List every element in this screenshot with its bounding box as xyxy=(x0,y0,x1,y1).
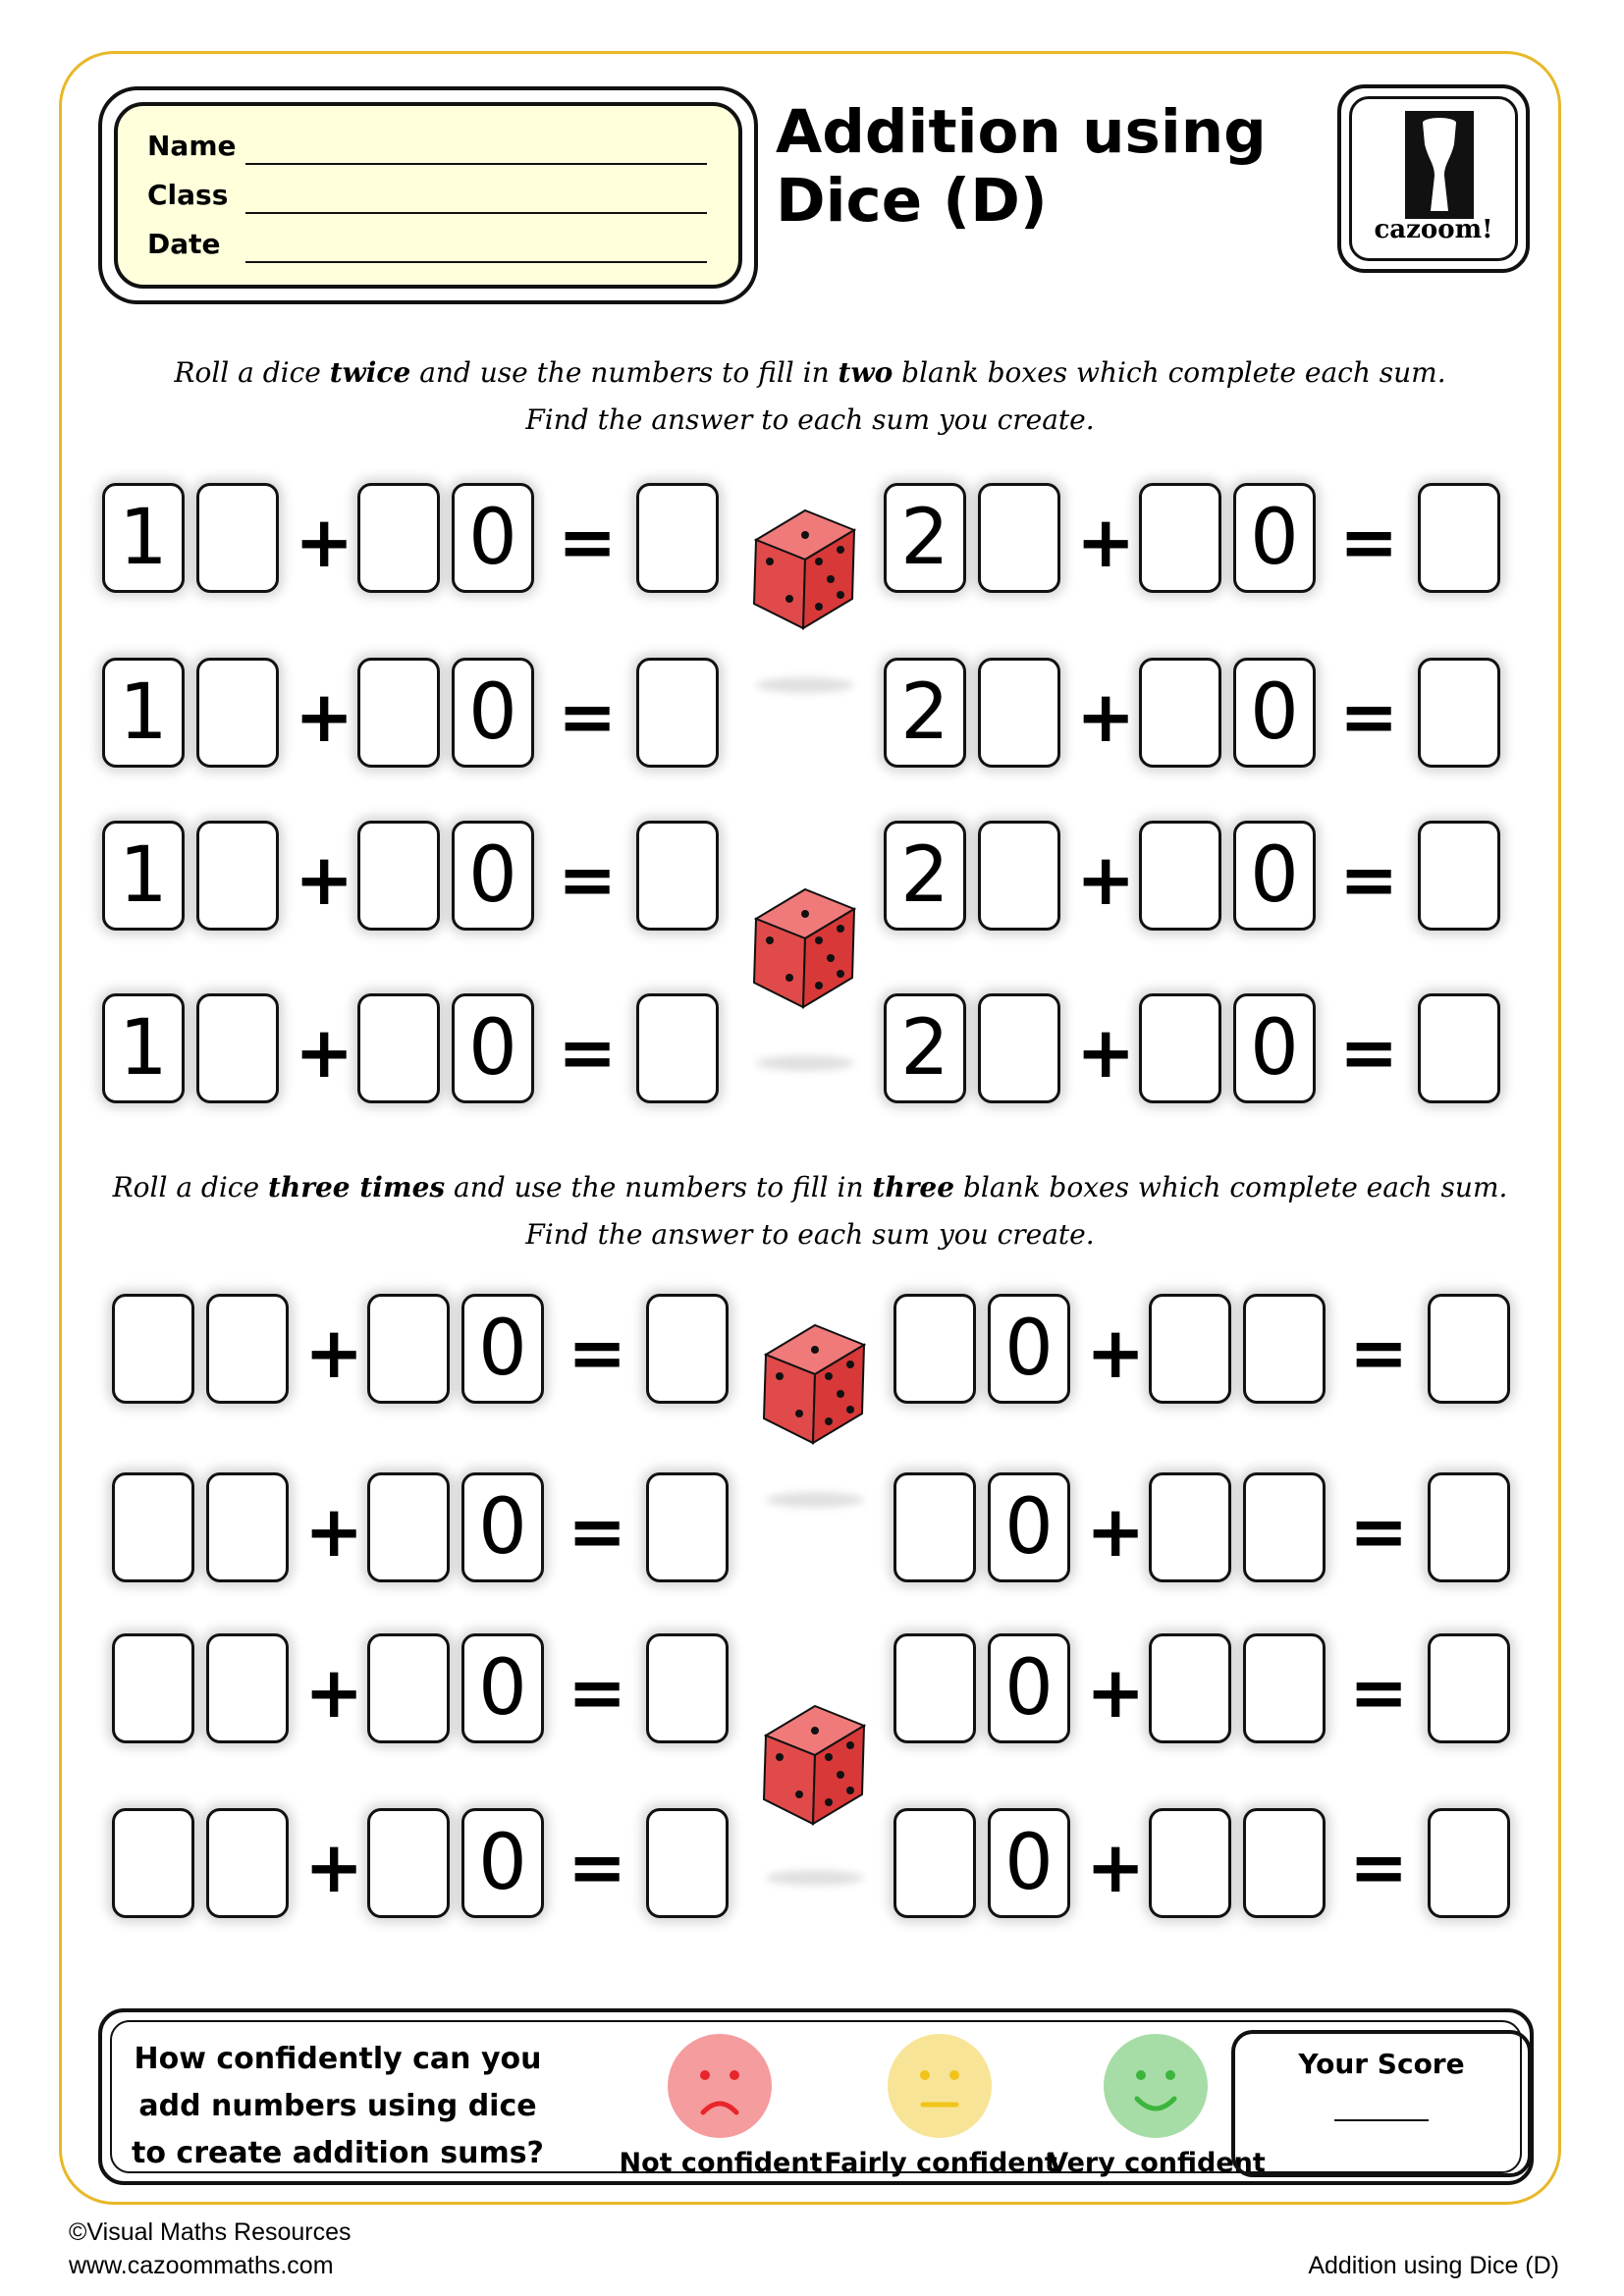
blank-answer-box[interactable] xyxy=(1139,821,1221,931)
blank-answer-box[interactable] xyxy=(367,1294,450,1404)
plus-sign: + xyxy=(304,1311,364,1394)
plus-sign: + xyxy=(304,1651,364,1734)
date-label: Date xyxy=(147,228,221,260)
blank-answer-box[interactable] xyxy=(646,1472,729,1582)
digit-box: 0 xyxy=(1233,658,1316,768)
blank-answer-box[interactable] xyxy=(196,483,279,593)
blank-answer-box[interactable] xyxy=(1149,1294,1231,1404)
blank-answer-box[interactable] xyxy=(1418,483,1500,593)
plus-sign: + xyxy=(1076,675,1136,758)
blank-answer-box[interactable] xyxy=(1428,1808,1510,1918)
dice-shadow xyxy=(766,1870,864,1886)
date-row xyxy=(147,228,245,260)
plus-sign: + xyxy=(1086,1490,1146,1573)
sad-face-icon[interactable] xyxy=(666,2032,774,2140)
digit-box: 0 xyxy=(461,1472,544,1582)
digit-box: 0 xyxy=(452,993,534,1103)
digit-box: 0 xyxy=(461,1294,544,1404)
blank-answer-box[interactable] xyxy=(636,993,719,1103)
equals-sign: = xyxy=(1349,1311,1409,1394)
blank-answer-box[interactable] xyxy=(1418,658,1500,768)
blank-answer-box[interactable] xyxy=(893,1808,976,1918)
blank-answer-box[interactable] xyxy=(1149,1472,1231,1582)
blank-answer-box[interactable] xyxy=(112,1633,194,1743)
digit-box: 0 xyxy=(988,1633,1070,1743)
blank-answer-box[interactable] xyxy=(1243,1633,1326,1743)
blank-answer-box[interactable] xyxy=(1139,658,1221,768)
blank-answer-box[interactable] xyxy=(112,1808,194,1918)
blank-answer-box[interactable] xyxy=(646,1633,729,1743)
plus-sign: + xyxy=(1086,1826,1146,1908)
dice-icon xyxy=(756,1315,874,1453)
blank-answer-box[interactable] xyxy=(1149,1808,1231,1918)
blank-answer-box[interactable] xyxy=(893,1633,976,1743)
blank-answer-box[interactable] xyxy=(367,1808,450,1918)
blank-answer-box[interactable] xyxy=(636,821,719,931)
digit-box: 0 xyxy=(452,658,534,768)
class-field[interactable] xyxy=(245,212,707,214)
equals-sign: = xyxy=(558,501,618,583)
blank-answer-box[interactable] xyxy=(357,658,440,768)
score-field[interactable] xyxy=(1334,2119,1429,2121)
digit-box: 0 xyxy=(1233,483,1316,593)
blank-answer-box[interactable] xyxy=(978,483,1060,593)
plus-sign: + xyxy=(1086,1651,1146,1734)
neutral-face-icon[interactable] xyxy=(886,2032,994,2140)
blank-answer-box[interactable] xyxy=(978,993,1060,1103)
blank-answer-box[interactable] xyxy=(1243,1808,1326,1918)
digit-box: 1 xyxy=(102,483,185,593)
blank-answer-box[interactable] xyxy=(367,1633,450,1743)
plus-sign: + xyxy=(295,501,354,583)
dice-icon xyxy=(756,1696,874,1834)
blank-answer-box[interactable] xyxy=(367,1472,450,1582)
equals-sign: = xyxy=(568,1490,627,1573)
happy-face-icon[interactable] xyxy=(1102,2032,1210,2140)
plus-sign: + xyxy=(1076,501,1136,583)
equals-sign: = xyxy=(558,675,618,758)
blank-answer-box[interactable] xyxy=(206,1472,289,1582)
equals-sign: = xyxy=(568,1311,627,1394)
section1-instruction-line2: Find the answer to each sum you create. xyxy=(525,403,1095,436)
class-row xyxy=(147,179,245,211)
blank-answer-box[interactable] xyxy=(1428,1472,1510,1582)
name-row xyxy=(147,130,245,162)
equals-sign: = xyxy=(568,1826,627,1908)
equals-sign: = xyxy=(1339,1011,1399,1094)
equals-sign: = xyxy=(558,838,618,921)
digit-box: 1 xyxy=(102,658,185,768)
blank-answer-box[interactable] xyxy=(196,658,279,768)
section2-instructions xyxy=(59,1164,1561,1258)
equals-sign: = xyxy=(1349,1826,1409,1908)
digit-box: 2 xyxy=(884,993,966,1103)
digit-box: 1 xyxy=(102,993,185,1103)
plus-sign: + xyxy=(1076,1011,1136,1094)
digit-box: 0 xyxy=(452,821,534,931)
blank-answer-box[interactable] xyxy=(1418,821,1500,931)
cazoom-logo xyxy=(1337,84,1530,273)
plus-sign: + xyxy=(304,1826,364,1908)
section2-instruction-line2: Find the answer to each sum you create. xyxy=(525,1218,1095,1251)
dice-shadow xyxy=(756,1055,854,1071)
blank-answer-box[interactable] xyxy=(1243,1294,1326,1404)
equals-sign: = xyxy=(1349,1651,1409,1734)
score-box xyxy=(1231,2030,1532,2177)
equals-sign: = xyxy=(568,1651,627,1734)
blank-answer-box[interactable] xyxy=(206,1294,289,1404)
blank-answer-box[interactable] xyxy=(357,821,440,931)
plus-sign: + xyxy=(295,838,354,921)
blank-answer-box[interactable] xyxy=(646,1808,729,1918)
digit-box: 0 xyxy=(988,1294,1070,1404)
digit-box: 0 xyxy=(452,483,534,593)
score-label: Your Score xyxy=(1298,2048,1465,2080)
blank-answer-box[interactable] xyxy=(206,1633,289,1743)
section1-instructions xyxy=(59,349,1561,444)
blank-answer-box[interactable] xyxy=(636,658,719,768)
dice-shadow xyxy=(756,677,854,693)
blank-answer-box[interactable] xyxy=(1139,483,1221,593)
blank-answer-box[interactable] xyxy=(1243,1472,1326,1582)
blank-answer-box[interactable] xyxy=(112,1294,194,1404)
blank-answer-box[interactable] xyxy=(196,821,279,931)
logo-text: cazoom! xyxy=(1374,215,1493,244)
dice-icon xyxy=(746,501,864,638)
equals-sign: = xyxy=(1349,1490,1409,1573)
digit-box: 0 xyxy=(461,1808,544,1918)
digit-box: 0 xyxy=(461,1633,544,1743)
section2-instruction-line1: Roll a dice three times and use the numbers to fill in three blank boxes which complete each sum. xyxy=(112,1171,1508,1203)
blank-answer-box[interactable] xyxy=(893,1472,976,1582)
worksheet-title: Addition using Dice (D) xyxy=(776,97,1267,236)
blank-answer-box[interactable] xyxy=(978,821,1060,931)
plus-sign: + xyxy=(295,1011,354,1094)
confidence-option-label: Not confident xyxy=(619,2148,823,2178)
blank-answer-box[interactable] xyxy=(206,1808,289,1918)
footer-doc-title: Addition using Dice (D) xyxy=(1308,2252,1559,2279)
blank-answer-box[interactable] xyxy=(196,993,279,1103)
blank-answer-box[interactable] xyxy=(1428,1633,1510,1743)
class-label: Class xyxy=(147,179,229,211)
blank-answer-box[interactable] xyxy=(1149,1633,1231,1743)
dice-shadow xyxy=(766,1492,864,1508)
blank-answer-box[interactable] xyxy=(357,483,440,593)
equals-sign: = xyxy=(1339,838,1399,921)
blank-answer-box[interactable] xyxy=(112,1472,194,1582)
plus-sign: + xyxy=(304,1490,364,1573)
name-label: Name xyxy=(147,130,237,162)
digit-box: 2 xyxy=(884,658,966,768)
equals-sign: = xyxy=(1339,501,1399,583)
confidence-option-label: Very confident xyxy=(1048,2148,1266,2178)
equals-sign: = xyxy=(1339,675,1399,758)
confidence-panel xyxy=(98,2008,1534,2185)
digit-box: 1 xyxy=(102,821,185,931)
plus-sign: + xyxy=(295,675,354,758)
name-field[interactable] xyxy=(245,163,707,165)
date-field[interactable] xyxy=(245,261,707,263)
drum-logo-icon xyxy=(1352,105,1525,223)
dice-icon xyxy=(746,880,864,1017)
digit-box: 2 xyxy=(884,821,966,931)
plus-sign: + xyxy=(1076,838,1136,921)
blank-answer-box[interactable] xyxy=(357,993,440,1103)
blank-answer-box[interactable] xyxy=(636,483,719,593)
blank-answer-box[interactable] xyxy=(1418,993,1500,1103)
blank-answer-box[interactable] xyxy=(1139,993,1221,1103)
digit-box: 0 xyxy=(988,1472,1070,1582)
digit-box: 0 xyxy=(988,1808,1070,1918)
blank-answer-box[interactable] xyxy=(1428,1294,1510,1404)
confidence-question: How confidently can you add numbers using dice to create addition sums? xyxy=(132,2042,544,2170)
blank-answer-box[interactable] xyxy=(893,1294,976,1404)
blank-answer-box[interactable] xyxy=(978,658,1060,768)
section1-instruction-line1: Roll a dice twice and use the numbers to fill in two blank boxes which complete each sum. xyxy=(174,356,1446,389)
blank-answer-box[interactable] xyxy=(646,1294,729,1404)
footer-website: www.cazoommaths.com xyxy=(69,2252,334,2279)
equals-sign: = xyxy=(558,1011,618,1094)
digit-box: 0 xyxy=(1233,993,1316,1103)
digit-box: 0 xyxy=(1233,821,1316,931)
footer-copyright: ©Visual Maths Resources xyxy=(69,2218,352,2246)
confidence-option-label: Fairly confident xyxy=(824,2148,1057,2178)
digit-box: 2 xyxy=(884,483,966,593)
plus-sign: + xyxy=(1086,1311,1146,1394)
student-details-box xyxy=(98,86,758,304)
